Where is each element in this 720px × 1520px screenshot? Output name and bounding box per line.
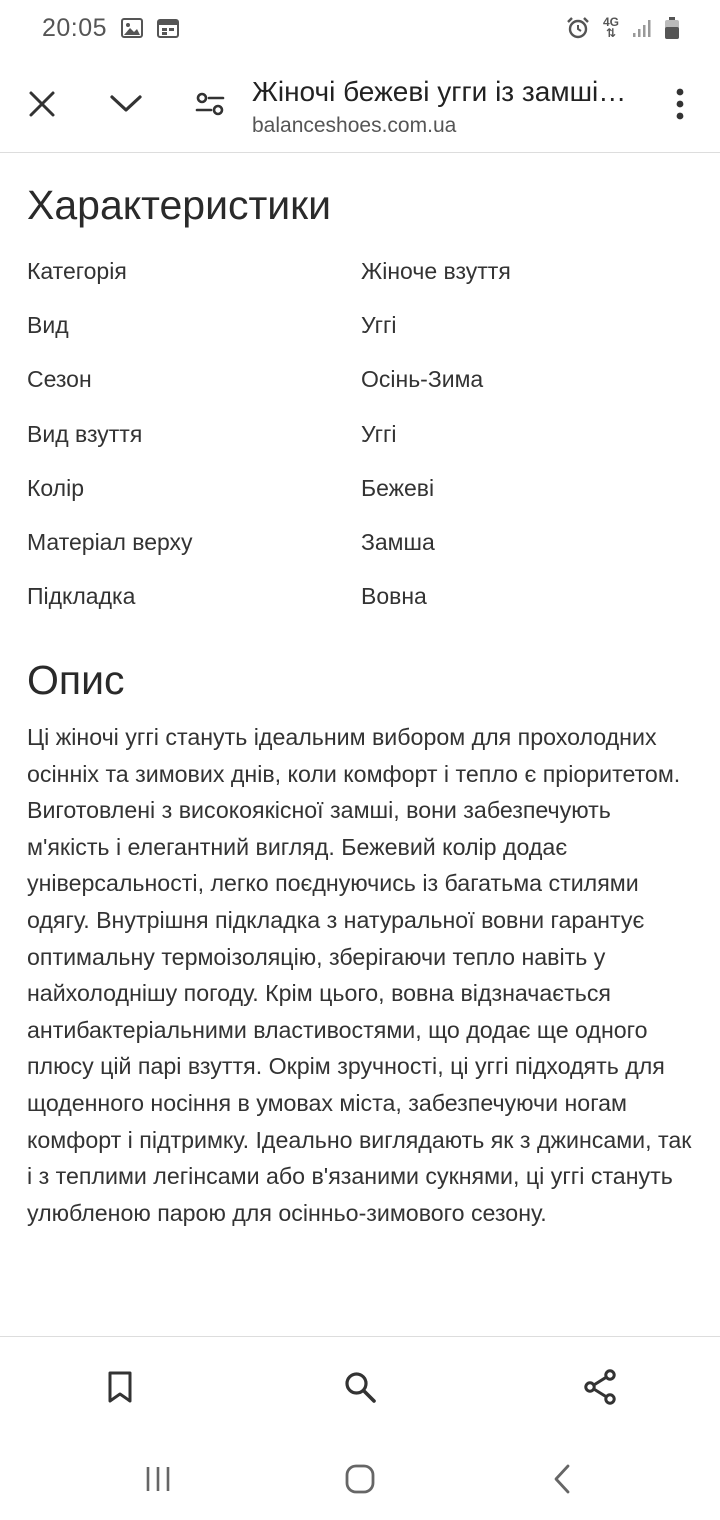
spec-value: Осінь-Зима [361, 366, 484, 393]
recent-apps-button[interactable] [138, 1462, 178, 1496]
back-icon [552, 1464, 572, 1494]
page-title: Жіночі бежеві угги із замші… [252, 76, 627, 107]
recent-apps-icon [144, 1465, 172, 1493]
minimize-button[interactable] [104, 80, 148, 128]
page-content [0, 153, 720, 1336]
status-bar [0, 0, 720, 56]
bookmark-button[interactable] [100, 1367, 140, 1407]
spec-value: Бежеві [361, 474, 435, 501]
search-icon [344, 1371, 376, 1403]
spec-key: Матеріал верху [27, 529, 193, 556]
more-options-button[interactable] [660, 80, 700, 128]
battery-icon [664, 16, 680, 40]
page-settings-button[interactable] [190, 80, 230, 128]
page-title-area[interactable] [252, 74, 652, 140]
description-text: Ці жіночі уггі стануть ідеальним вибором для прохолодних осінніх та зимових днів, коли комфорт і тепло є пріоритетом. Виготовлені з високоякісної замші, вони забезпечують м'якість і елегантний вигляд. Бежевий колір додає універсальності, легко поєднуючись із багатьма стилями одягу. Внутрішня підкладка з натуральної вовни гарантує оптимальну термоізоляцію, зберігаючи тепло навіть у найхолоднішу погоду. Крім цього, вовна відзначається антибактеріальними властивостями, що додає ще одного плюсу цій парі взуття. Окрім зручності, ці уггі підходять для щоденного носіння в умовах міста, забезпечуючи ногам комфорт і підтримку. Ідеально виглядають як з джинсами, так і з теплими легінсами або в'язаними сукнями, ці уггі стануть улюбленою парою для осінньо-зимового сезону. [27, 724, 692, 1226]
page-settings-icon [195, 90, 225, 118]
spec-row [27, 570, 693, 624]
alarm-icon [566, 16, 590, 40]
calendar-icon [157, 18, 179, 38]
spec-row [27, 244, 693, 298]
spec-key: Вид [27, 311, 69, 338]
spec-row [27, 407, 693, 461]
share-button[interactable] [580, 1367, 620, 1407]
chevron-down-icon [109, 94, 143, 114]
spec-key: Сезон [27, 366, 92, 393]
spec-value: Замша [361, 529, 435, 556]
spec-value: Уггі [361, 311, 397, 338]
back-button[interactable] [542, 1462, 582, 1496]
spec-value: Уггі [361, 420, 397, 447]
signal-icon [632, 18, 652, 38]
network-label: 4G [602, 15, 619, 29]
home-icon [344, 1463, 376, 1495]
status-right [566, 16, 680, 40]
spec-row [27, 515, 693, 569]
specs-table [27, 244, 693, 624]
share-icon [583, 1369, 617, 1405]
search-button[interactable] [340, 1367, 380, 1407]
spec-key: Підкладка [27, 583, 136, 610]
spec-key: Колір [27, 474, 85, 501]
status-time: 20:05 [42, 13, 108, 42]
spec-key: Категорія [27, 257, 127, 284]
spec-row [27, 353, 693, 407]
close-button[interactable] [22, 80, 62, 128]
network-4g-icon: 4G ⇅ [602, 15, 619, 40]
spec-value: Жіноче взуття [361, 257, 511, 284]
specs-title: Характеристики [27, 182, 331, 228]
image-icon [121, 18, 143, 38]
browser-toolbar [0, 56, 720, 153]
bottom-action-bar [0, 1336, 720, 1436]
description-title: Опис [27, 657, 125, 704]
page-url: balanceshoes.com.ua [252, 114, 457, 137]
bookmark-icon [107, 1371, 133, 1403]
spec-row [27, 298, 693, 352]
status-left [42, 14, 179, 43]
spec-value: Вовна [361, 583, 427, 610]
system-nav-bar [0, 1436, 720, 1520]
close-icon [28, 90, 56, 118]
spec-key: Вид взуття [27, 420, 143, 447]
home-button[interactable] [340, 1462, 380, 1496]
spec-row [27, 461, 693, 515]
more-vert-icon [676, 88, 684, 120]
